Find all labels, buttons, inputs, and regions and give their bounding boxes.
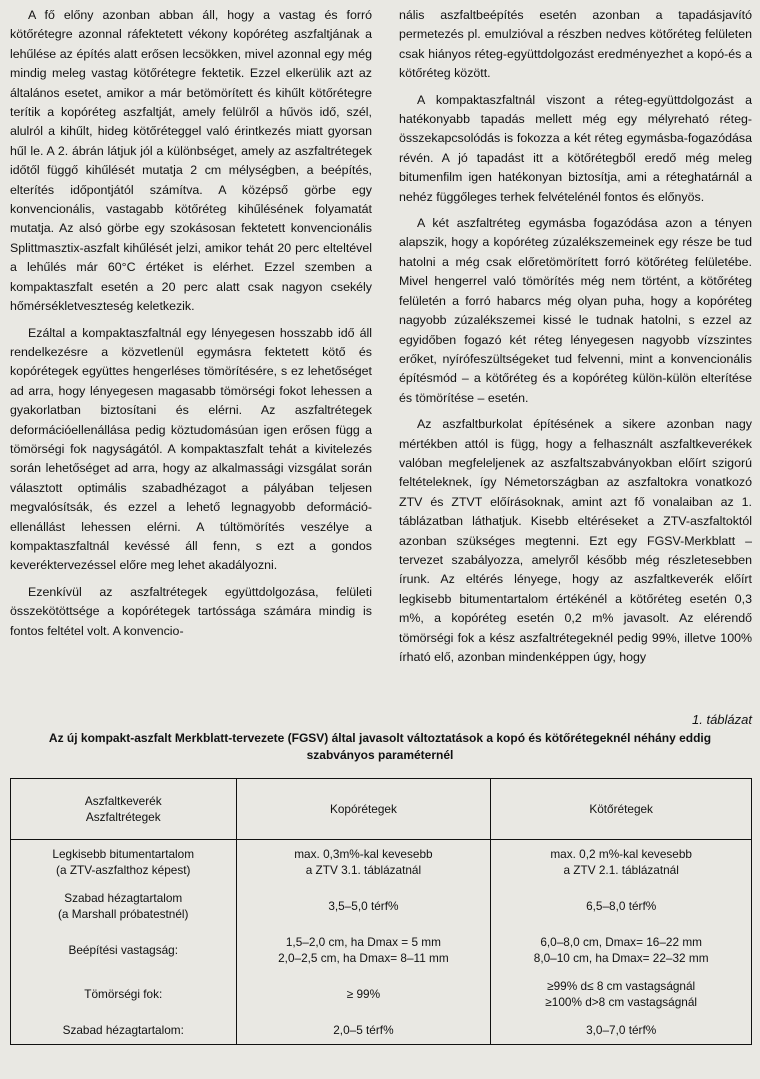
cell-koto: max. 0,2 m%-kal kevesebb a ZTV 2.1. táblázatnál [491,840,752,885]
cell-kopo: 3,5–5,0 térf% [236,884,491,928]
right-text-column [399,6,752,674]
header-koto: Kötőrétegek [491,779,752,840]
paragraph: Az aszfaltburkolat építésének a sikere azonban nagy mértékben attól is függ, hogy a felhasznált aszfaltkeverékek valóban megfeleljenek az aszfaltszabványokban előírt szigorú feltételeknek, így Németországban az aszfaltokra vonatkozó ZTV és ZTVT előírásoknak, amint azt fő vonalaiban az 1. táblázatban láthatjuk. Kisebb eltéréseket a ZTV-aszfaltoktól azonban szükséges megtenni. Ezt egy FGSV-Merkblatt – tervezet szabályozza, amelyről később még részletesebben írunk. Az eltérés lényege, hogy az aszfaltkeverék előírt legkisebb bitumentartalom értékénél a kötőréteg esetén 0,3 m%, a kopóréteg esetén 0,2 m% javasolt. Az elérendő tömörségi fok a kész aszfaltrétegeknél pedig 99%, illetve 100% írható elő, azonban mindenképpen úgy, hogy [399,417,752,664]
cell-kopo: 2,0–5 térf% [236,1016,491,1045]
paragraph: A fő előny azonban abban áll, hogy a vastag és forró kötőrétegre azonnal ráfektetett vékony kopóréteg aszfaltjának a lehűlése az építés alatt erősen lecsökken, mivel azonnal egy még mindig meleg vastag kötőrétegre fektetik. Ezzel elkerülik azt az általános esetet, amikor a már betömörített és kihűlt kötőrétegre terítik a kopóréteg aszfaltját, amely felülről a hűvös idő, szél, alulról a kihűlt, hideg kötőréteggel való érintkezés miatt gyorsan hűl le. A 2. ábrán látjuk jól a különbséget, amely az aszfaltrétegek időtől függő kihűlését mutatja 2 cm mélységben, a beépítés, elterítés időpontjától számítva. A középső görbe egy konvencionális, vastagabb kötőréteg kihűlésének folyamatát mutatja. Az alsó görbe egy szokásosan fektetett konvencionális Splittmasztix-aszfalt kihűlését jelzi, amikor tehát 20 perc elteltével a lehűlés már 60°C értéket is elérhet. Ezzel szemben a kompaktaszfalt esetén a 20 perc alatt csak nagyon csekély hőmérsékletveszteség keletkezik. [10,8,372,314]
table-header-row [11,779,752,840]
cell-kopo: 1,5–2,0 cm, ha Dmax = 5 mm 2,0–2,5 cm, ha Dmax= 8–11 mm [236,928,491,972]
paragraph: Ezenkívül az aszfaltrétegek együttdolgozása, felületi összekötöttsége a kopórétegek tartóssága számára mindig is fontos feltétel volt. A konvencio- [10,584,372,638]
table-row [11,840,752,885]
cell-kopo: max. 0,3m%-kal kevesebb a ZTV 3.1. táblázatnál [236,840,491,885]
paragraph-continuation: nális aszfaltbeépítés esetén azonban a tapadásjavító permetezés pl. emulzióval a részben nedves kötőréteg felületen csak hiányos réteg-együttdolgozást eredményezhet a kopó-és a kötőréteg között. [399,8,752,81]
row-label: Szabad hézagtartalom (a Marshall próbatestnél) [11,884,237,928]
table-caption: Az új kompakt-aszfalt Merkblatt-tervezete (FGSV) által javasolt változtatások a kopó és kötőrétegeknél néhány eddig szabványos paraméternél [48,731,712,762]
header-kopo: Kopórétegek [236,779,491,840]
cell-kopo: ≥ 99% [236,972,491,1016]
header-mix-layers [11,779,237,840]
row-label: Szabad hézagtartalom: [11,1016,237,1045]
header-mix: Aszfaltkeverék [84,794,162,808]
parameters-table [10,778,752,1045]
table-body [11,840,752,1045]
table-label: 1. táblázat [692,712,752,727]
table-row [11,1016,752,1045]
cell-koto: 6,5–8,0 térf% [491,884,752,928]
row-label: Tömörségi fok: [11,972,237,1016]
cell-koto: 3,0–7,0 térf% [491,1016,752,1045]
row-label: Legkisebb bitumentartalom (a ZTV-aszfalthoz képest) [11,840,237,885]
paragraph: A kompaktaszfaltnál viszont a réteg-együttdolgozást a hatékonyabb tapadás mellett még egy mélyreható réteg-összekapcsolódás is fokozza a két réteg egymásba-fogazódása révén. A jó tapadást itt a kötőrétegből eredő még meleg bitumenfilm igen hatékonyan biztosítja, ami a réteghatárnál a nehéz függőleges terhek felvételénél fontos és előnyös. [399,92,752,204]
cell-koto: 6,0–8,0 cm, Dmax= 16–22 mm 8,0–10 cm, ha Dmax= 22–32 mm [491,928,752,972]
row-label: Beépítési vastagság: [11,928,237,972]
header-layers: Aszfaltrétegek [85,810,161,824]
left-text-column [10,6,372,648]
paragraph: Ezáltal a kompaktaszfaltnál egy lényegesen hosszabb idő áll rendelkezésre a közvetlenül egymásra fektetett kötő és kopórétegek együttes hengerléses tömörítésére, s ez lehetőséget ad arra, hogy lényegesen magasabb tömörségi fokot lehessen a gyakorlatban biztosítani és elérni. Az aszfaltrétegek deformációellenállása pedig köztudomásúan igen erősen függ a tömörségi fok nagyságától. A kompaktaszfalt tehát a kivitelezés során lehetőséget ad arra, hogy az alkalmassági vizsgálat során választott optimális szabadhézagot a pályában teljesen megvalósítsák, és ezzel a lehető legnagyobb deformáció-ellenállást lehessen elérni. A túltömörítés veszélye a kompaktaszfaltnál kevéssé áll fenn, s ezt a gondos keveréktervezéssel előre meg lehet akadályozni. [10,325,372,573]
cell-koto: ≥99% d≤ 8 cm vastagságnál ≥100% d>8 cm vastagságnál [491,972,752,1016]
table-row [11,928,752,972]
paragraph: A két aszfaltréteg egymásba fogazódása azon a tényen alapszik, hogy a kopóréteg zúzalékszemeinek egy része be tud hatolni a még csak előretömörített forró kötőréteg felületébe. Mivel hengerrel való tömörítés még nem történt, a kötőréteg felületén a forró habarcs még olyan puha, hogy a kopóréteg nagyobb zúzalékszemei kissé le tudnak hatolni, s ezzel az egyidőben fogazó két réteg lényegesen nagyobb vízszintes erőket, nyírófeszültségeket tud felvenni, mint a konvencionális építésmód – a kötőréteg és a kopóréteg külön-külön elterítése és tömörítése – esetén. [399,216,752,405]
table-row [11,884,752,928]
table-row [11,972,752,1016]
